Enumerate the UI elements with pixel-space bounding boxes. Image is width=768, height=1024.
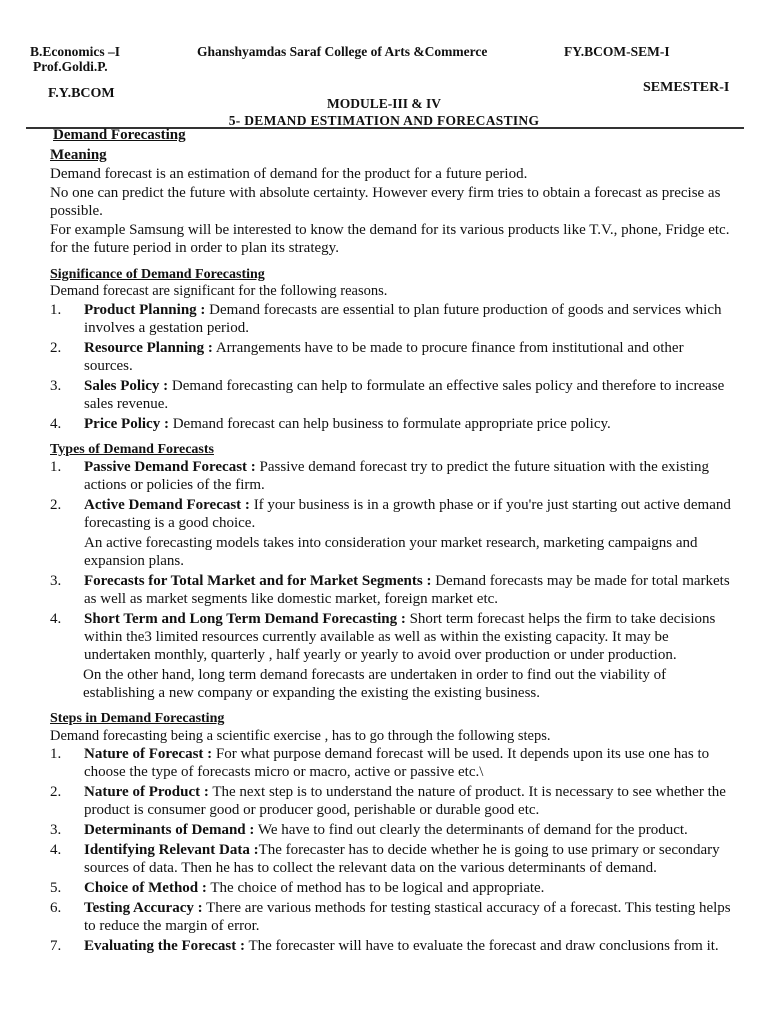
item-text: For what purpose demand forecast will be used. It depends upon its use one has to choose the type of forecasts micro or macro, active or passive etc.\ bbox=[84, 746, 710, 780]
college-name: Ghanshyamdas Saraf College of Arts &Commerce bbox=[197, 44, 488, 59]
document-body bbox=[50, 126, 734, 955]
list-number: 3. bbox=[50, 573, 62, 589]
item-continuation: An active forecasting models takes into consideration your market research, marketing campaigns and expansion plans. bbox=[84, 535, 698, 569]
item-text: The choice of method has to be logical and appropriate. bbox=[206, 880, 545, 896]
item-text: We have to find out clearly the determinants of demand for the product. bbox=[254, 822, 688, 838]
unit-title: 5- DEMAND ESTIMATION AND FORECASTING bbox=[228, 113, 540, 128]
paragraph: No one can predict the future with absolute certainty. However every firm tries to obtain a forecast as precise as possible. bbox=[50, 184, 721, 219]
steps-heading: Steps in Demand Forecasting bbox=[50, 711, 225, 726]
significance-heading: Significance of Demand Forecasting bbox=[50, 266, 265, 282]
teacher-name: Prof.Goldi.P. bbox=[33, 59, 108, 74]
item-text: Demand forecasts may be made for total markets as well as market segments like domestic market, foreign market etc. bbox=[84, 573, 730, 607]
list-number: 6. bbox=[50, 900, 62, 916]
types-closing-paragraph: On the other hand, long term demand forecasts are undertaken in order to find out the viability of establishing a new company or expanding the existing the existing business. bbox=[83, 667, 667, 701]
list-item bbox=[50, 415, 734, 433]
list-number: 5. bbox=[50, 880, 62, 896]
item-text: Arrangements have to be made to procure finance from institutional and other sources. bbox=[84, 339, 684, 374]
list-number: 3. bbox=[50, 377, 62, 394]
list-item bbox=[50, 841, 734, 877]
list-item bbox=[50, 879, 734, 897]
steps-intro: Demand forecasting being a scientific exercise , has to go through the following steps. bbox=[50, 727, 551, 744]
list-number: 4. bbox=[50, 415, 62, 432]
fy-label: F.Y.BCOM bbox=[48, 86, 115, 101]
significance-intro: Demand forecast are significant for the following reasons. bbox=[50, 283, 388, 299]
item-title: Determinants of Demand : bbox=[84, 822, 255, 838]
item-text: If your business is in a growth phase or if you're just starting out active demand forecasting is a good choice. bbox=[84, 497, 731, 531]
list-number: 3. bbox=[50, 822, 62, 838]
list-item bbox=[50, 458, 734, 494]
paragraph: For example Samsung will be interested to know the demand for its various products like T.V., phone, Fridge etc. for the future period in order to plan its strategy. bbox=[50, 221, 730, 256]
list-number: 2. bbox=[50, 784, 62, 800]
list-item bbox=[50, 745, 734, 781]
section-heading-demand-forecasting: Demand Forecasting bbox=[53, 127, 186, 143]
item-title: Testing Accuracy : bbox=[84, 900, 203, 916]
item-text: Demand forecasts are essential to plan future production of goods and services which involves a gestation period. bbox=[84, 301, 722, 336]
item-text: Demand forecast can help business to formulate appropriate price policy. bbox=[168, 415, 611, 432]
semester-label: SEMESTER-I bbox=[643, 80, 730, 95]
item-title: Active Demand Forecast : bbox=[84, 497, 250, 513]
item-title: Choice of Method : bbox=[84, 880, 207, 896]
list-number: 1. bbox=[50, 459, 62, 475]
item-title: Nature of Product : bbox=[84, 784, 209, 800]
list-item bbox=[50, 821, 734, 839]
paragraph: Demand forecast is an estimation of demand for the product for a future period. bbox=[50, 166, 528, 182]
item-title: Identifying Relevant Data : bbox=[84, 842, 259, 858]
list-item bbox=[50, 301, 734, 337]
list-item bbox=[50, 610, 734, 664]
list-number: 7. bbox=[50, 938, 62, 954]
item-text: The forecaster has to decide whether he is going to use primary or secondary sources of data. Then he has to collect the relevant data on the various determinants of demand. bbox=[84, 842, 720, 876]
meaning-heading: Meaning bbox=[50, 147, 107, 163]
item-title: Sales Policy : bbox=[84, 377, 169, 394]
module-title: MODULE-III & IV bbox=[326, 96, 441, 111]
list-item bbox=[50, 899, 734, 935]
list-number: 4. bbox=[50, 611, 62, 627]
list-item bbox=[50, 937, 734, 955]
list-item bbox=[50, 572, 734, 608]
item-title: Passive Demand Forecast : bbox=[84, 459, 256, 475]
item-title: Evaluating the Forecast : bbox=[84, 938, 245, 954]
list-item bbox=[50, 496, 734, 532]
list-item bbox=[50, 783, 734, 819]
item-title: Short Term and Long Term Demand Forecasting : bbox=[84, 611, 406, 627]
types-heading: Types of Demand Forecasts bbox=[50, 441, 214, 457]
list-item bbox=[50, 377, 734, 413]
list-number: 2. bbox=[50, 339, 62, 356]
item-text: Short term forecast helps the firm to take decisions within the3 limited resources currently available as well as within the existing capacity. It may be undertaken monthly, quarterly , half yearly or yearly to avoid over production or under production. bbox=[84, 611, 716, 663]
item-text: Demand forecasting can help to formulate an effective sales policy and therefore to increase sales revenue. bbox=[84, 377, 725, 412]
item-title: Resource Planning : bbox=[84, 339, 213, 356]
course-label: B.Economics –I bbox=[30, 44, 121, 59]
item-title: Product Planning : bbox=[84, 301, 206, 318]
list-number: 2. bbox=[50, 497, 62, 513]
item-text: There are various methods for testing stastical accuracy of a forecast. This testing helps to reduce the margin of error. bbox=[84, 900, 731, 934]
item-title: Forecasts for Total Market and for Market Segments : bbox=[84, 573, 432, 589]
list-number: 1. bbox=[50, 301, 62, 318]
list-number: 1. bbox=[50, 746, 62, 762]
list-number: 4. bbox=[50, 842, 62, 858]
list-item bbox=[50, 339, 734, 375]
item-text: The forecaster will have to evaluate the forecast and draw conclusions from it. bbox=[244, 938, 719, 954]
item-text: The next step is to understand the nature of product. It is necessary to see whether the product is consumer good or producer good, perishable or durable good etc. bbox=[84, 784, 726, 818]
item-title: Nature of Forecast : bbox=[84, 746, 213, 762]
class-label: FY.BCOM-SEM-I bbox=[564, 44, 670, 59]
item-text: Passive demand forecast try to predict the future situation with the existing actions or policies of the firm. bbox=[84, 459, 710, 493]
item-title: Price Policy : bbox=[84, 415, 169, 432]
